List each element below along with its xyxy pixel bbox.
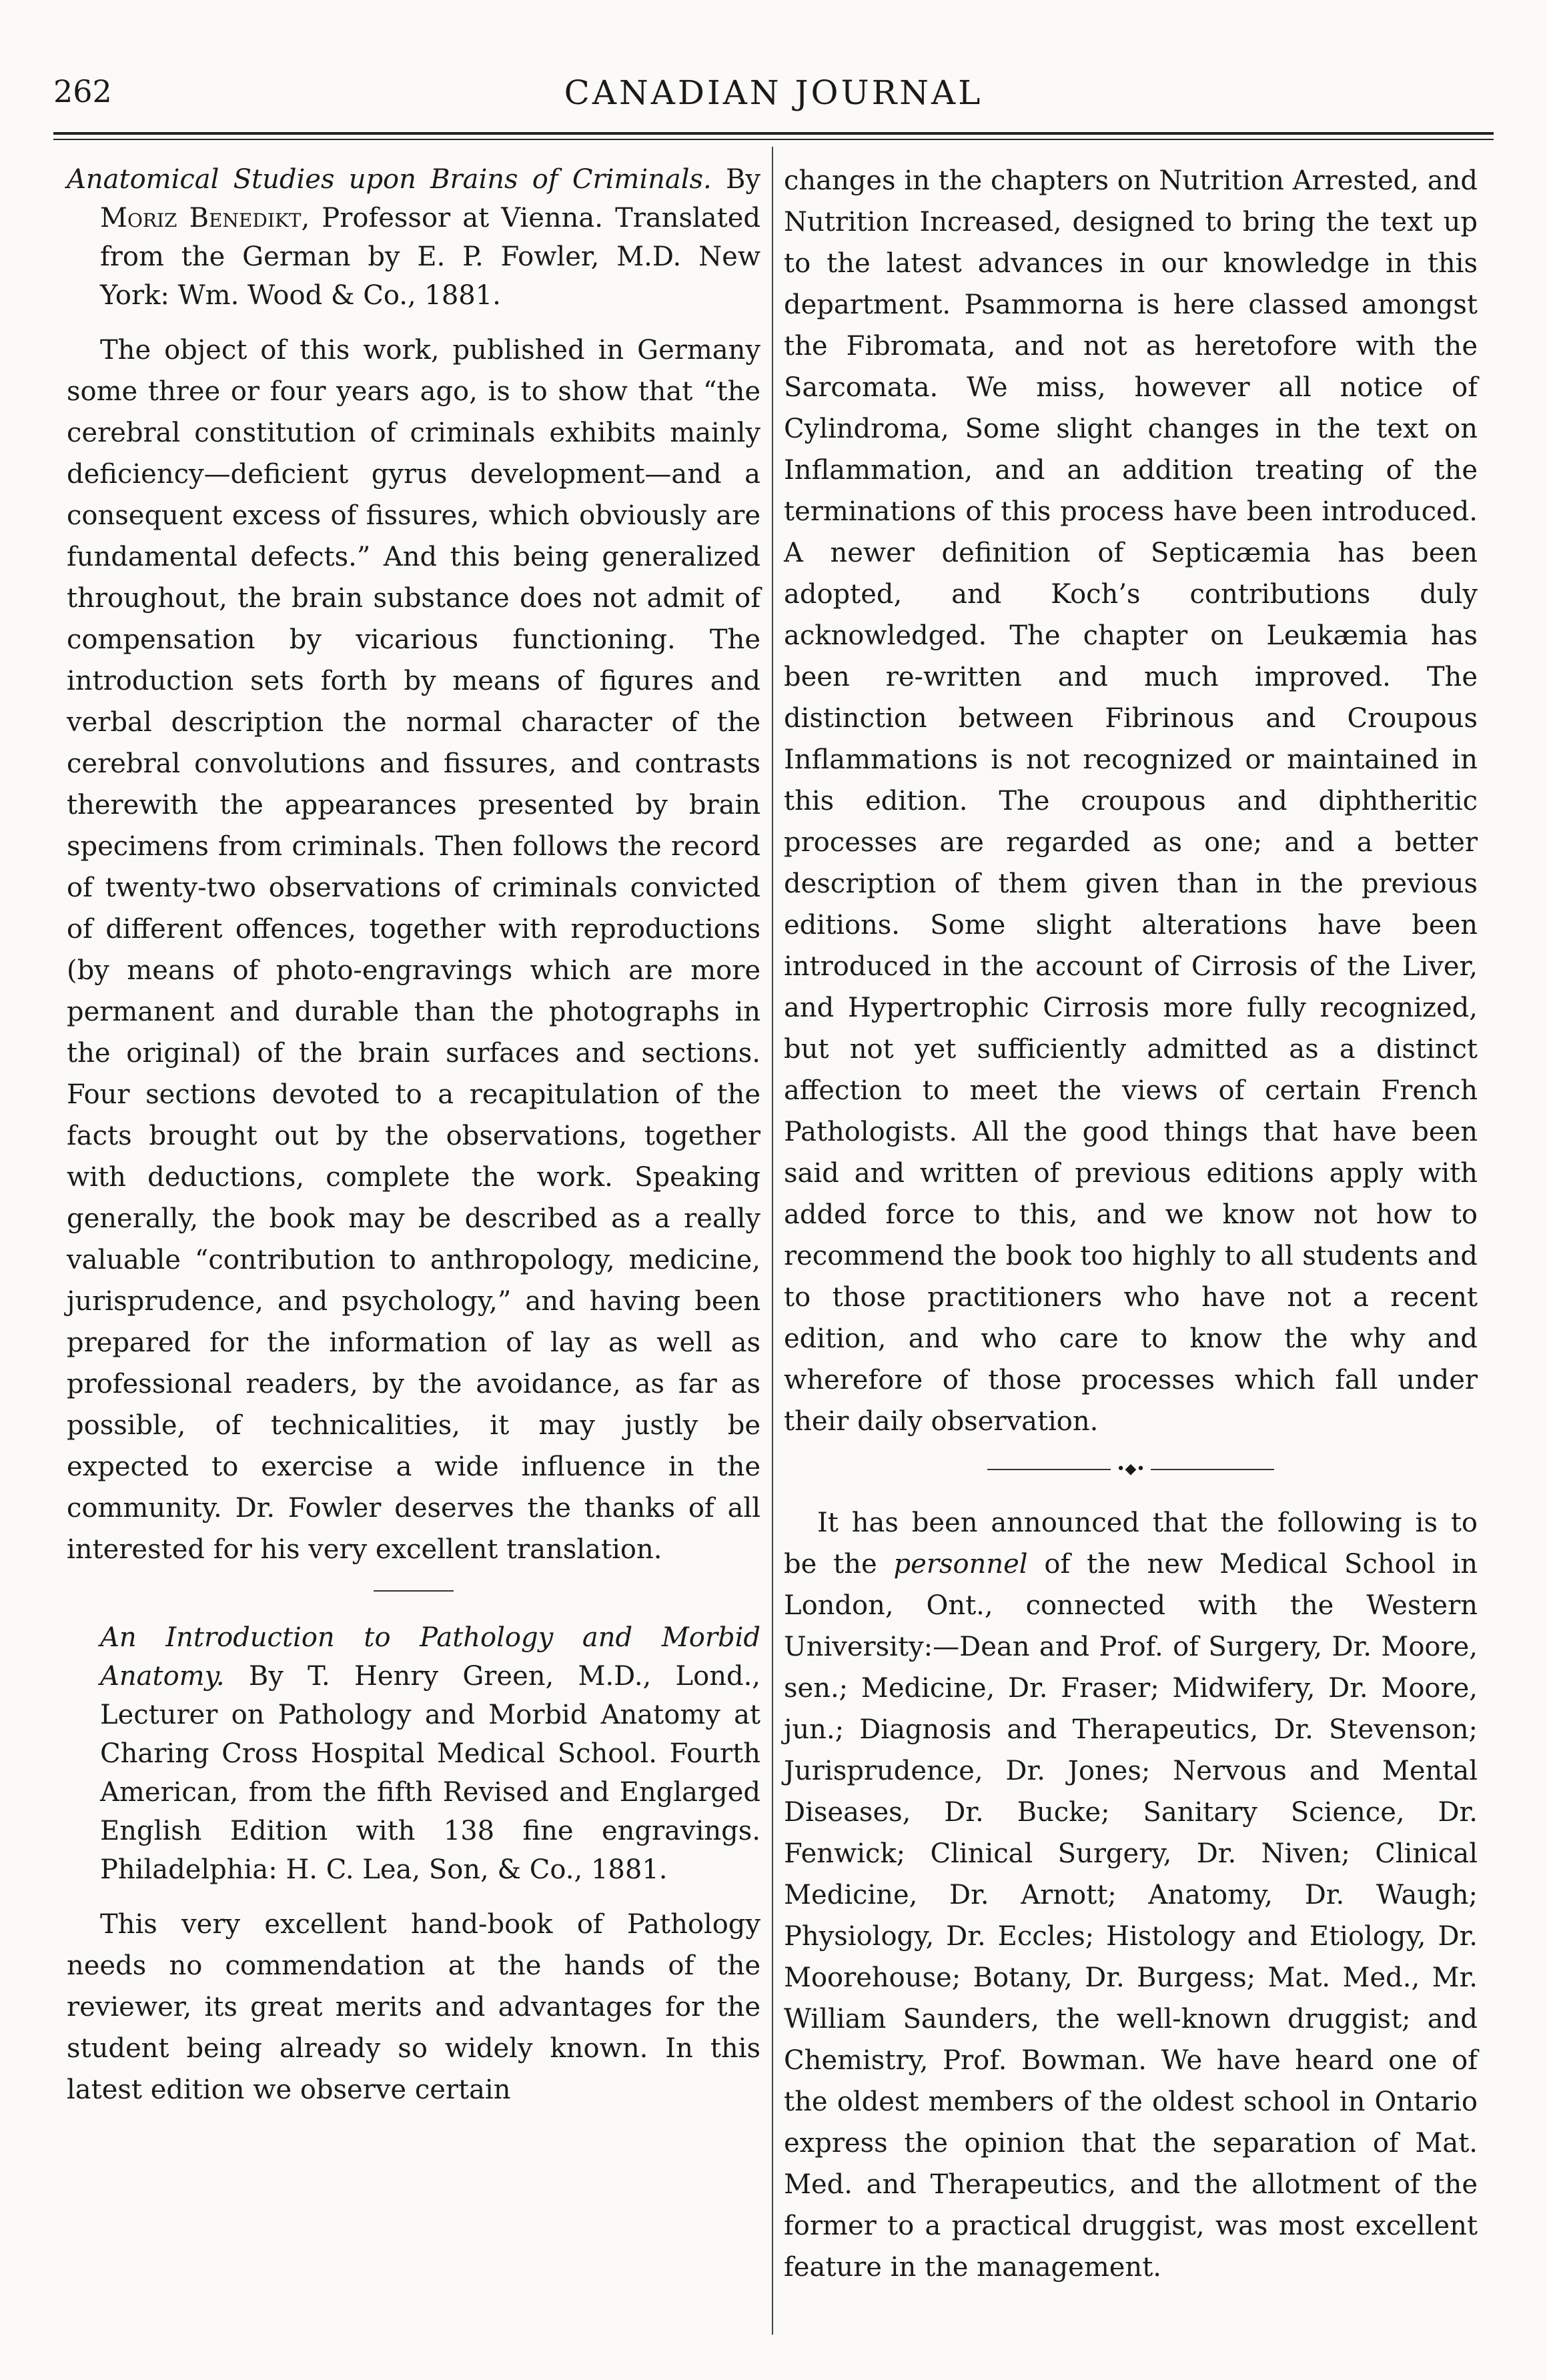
book-title-1: Anatomical Studies upon Brains of Criminals. xyxy=(67,164,712,195)
page-number: 262 xyxy=(53,73,112,109)
book-title-2: An Introduction to Pathology and Morbid Anatomy. xyxy=(100,1622,760,1692)
column-divider xyxy=(772,147,773,2335)
book-citation-1 xyxy=(67,160,760,315)
book-details-2: By T. Henry Green, M.D., Lond., Lecturer on Pathology and Morbid Anatomy at Charing Cross Hospital Medical School. Fourth American, from the fifth Revised and Englarged English Edition with 138 fine engravings. Philadelphia: H. C. Lea, Son, & Co., 1881. xyxy=(100,1661,760,1885)
review-paragraph-2: This very excellent hand-book of Pathology needs no commendation at the hands of the reviewer, its great merits and advantages for the student being already so widely known. In this latest edition we observe certain xyxy=(67,1909,760,2105)
book-by-1: By xyxy=(726,164,760,195)
section-separator xyxy=(374,1590,454,1592)
news-paragraph xyxy=(784,1502,1478,2288)
header-rule-thin xyxy=(53,139,1494,140)
book-citation-2 xyxy=(67,1618,760,1889)
news-intro: It has been announced that the following is to be the xyxy=(784,1508,1478,1580)
book-author-1: Moriz Benedikt xyxy=(100,203,302,233)
ornament-glyph: •◆• xyxy=(1111,1462,1151,1477)
header-rule-thick xyxy=(53,132,1494,135)
review-paragraph-2-continued: changes in the chapters on Nutrition Arrested, and Nutrition Increased, designed to bring the text up to the latest advances in our knowledge in this department. Psammorna is here classed amongst the Fibromata, and not as heretofore with the Sarcomata. We miss, however all notice of Cylindroma, Some slight changes in the text on Inflammation, and an addition treating of the terminations of this process have been introduced. A newer definition of Septicæmia has been adopted, and Koch’s contributions duly acknowledged. The chapter on Leukæmia has been re-written and much improved. The distinction between Fibrinous and Croupous Inflammations is not recognized or maintained in this edition. The croupous and diphtheritic processes are regarded as one; and a better description of them given than in the previous editions. Some slight alterations have been introduced in the account of Cirrosis of the Liver, and Hypertrophic Cirrosis more fully recognized, but not yet sufficiently admitted as a distinct affection to meet the views of certain French Pathologists. All the good things that have been said and written of previous editions apply with added force to this, and we know not how to recommend the book too highly to all students and to those practitioners who have not a recent edition, and who care to know the why and wherefore of those processes which fall under their daily observation. xyxy=(784,165,1478,1437)
news-body: of the new Medical School in London, Ont., connected with the Western University:—Dean and Prof. of Surgery, Dr. Moore, sen.; Medicine, Dr. Fraser; Midwifery, Dr. Moore, jun.; Diagnosis and Therapeutics, Dr. Stevenson; Jurisprudence, Dr. Jones; Nervous and Mental Diseases, Dr. Bucke; Sanitary Science, Dr. Fenwick; Clinical Surgery, Dr. Niven; Clinical Medicine, Dr. Arnott; Anatomy, Dr. Waugh; Physiology, Dr. Eccles; Histology and Etiology, Dr. Moorehouse; Botany, Dr. Burgess; Mat. Med., Mr. William Saunders, the well-known druggist; and Chemistry, Prof. Bowman. We have heard one of the oldest members of the oldest school in Ontario express the opinion that the separation of Mat. Med. and Therapeutics, and the allotment of the former to a practical druggist, was most excellent feature in the management. xyxy=(784,1549,1478,2283)
page-header xyxy=(53,73,1494,127)
running-head: CANADIAN JOURNAL xyxy=(564,73,983,112)
ornamental-rule xyxy=(987,1461,1274,1477)
book-details-1: , Professor at Vienna. Translated from the German by E. P. Fowler, M.D. New York: Wm. Wood & Co., 1881. xyxy=(100,203,760,311)
right-column xyxy=(784,160,1478,2288)
news-personnel-word: personnel xyxy=(893,1549,1028,1580)
left-column xyxy=(67,160,760,2111)
review-paragraph-1: The object of this work, published in Germany some three or four years ago, is to show that “the cerebral constitution of criminals exhibits mainly deficiency—deficient gyrus development—and a consequent excess of fissures, which obviously are fundamental defects.” And this being generalized throughout, the brain substance does not admit of compensation by vicarious functioning. The introduction sets forth by means of figures and verbal description the normal character of the cerebral convolutions and fissures, and contrasts therewith the appearances presented by brain specimens from criminals. Then follows the record of twenty-two observations of criminals convicted of different offences, together with reproductions (by means of photo-engravings which are more permanent and durable than the photographs in the original) of the brain surfaces and sections. Four sections devoted to a recapitulation of the facts brought out by the observations, together with deductions, complete the work. Speaking generally, the book may be described as a really valuable “contribution to anthropology, medicine, jurisprudence, and psychology,” and having been prepared for the information of lay as well as professional readers, by the avoidance, as far as possible, of technicalities, it may justly be expected to exercise a wide influence in the community. Dr. Fowler deserves the thanks of all interested for his very excellent translation. xyxy=(67,335,760,1565)
